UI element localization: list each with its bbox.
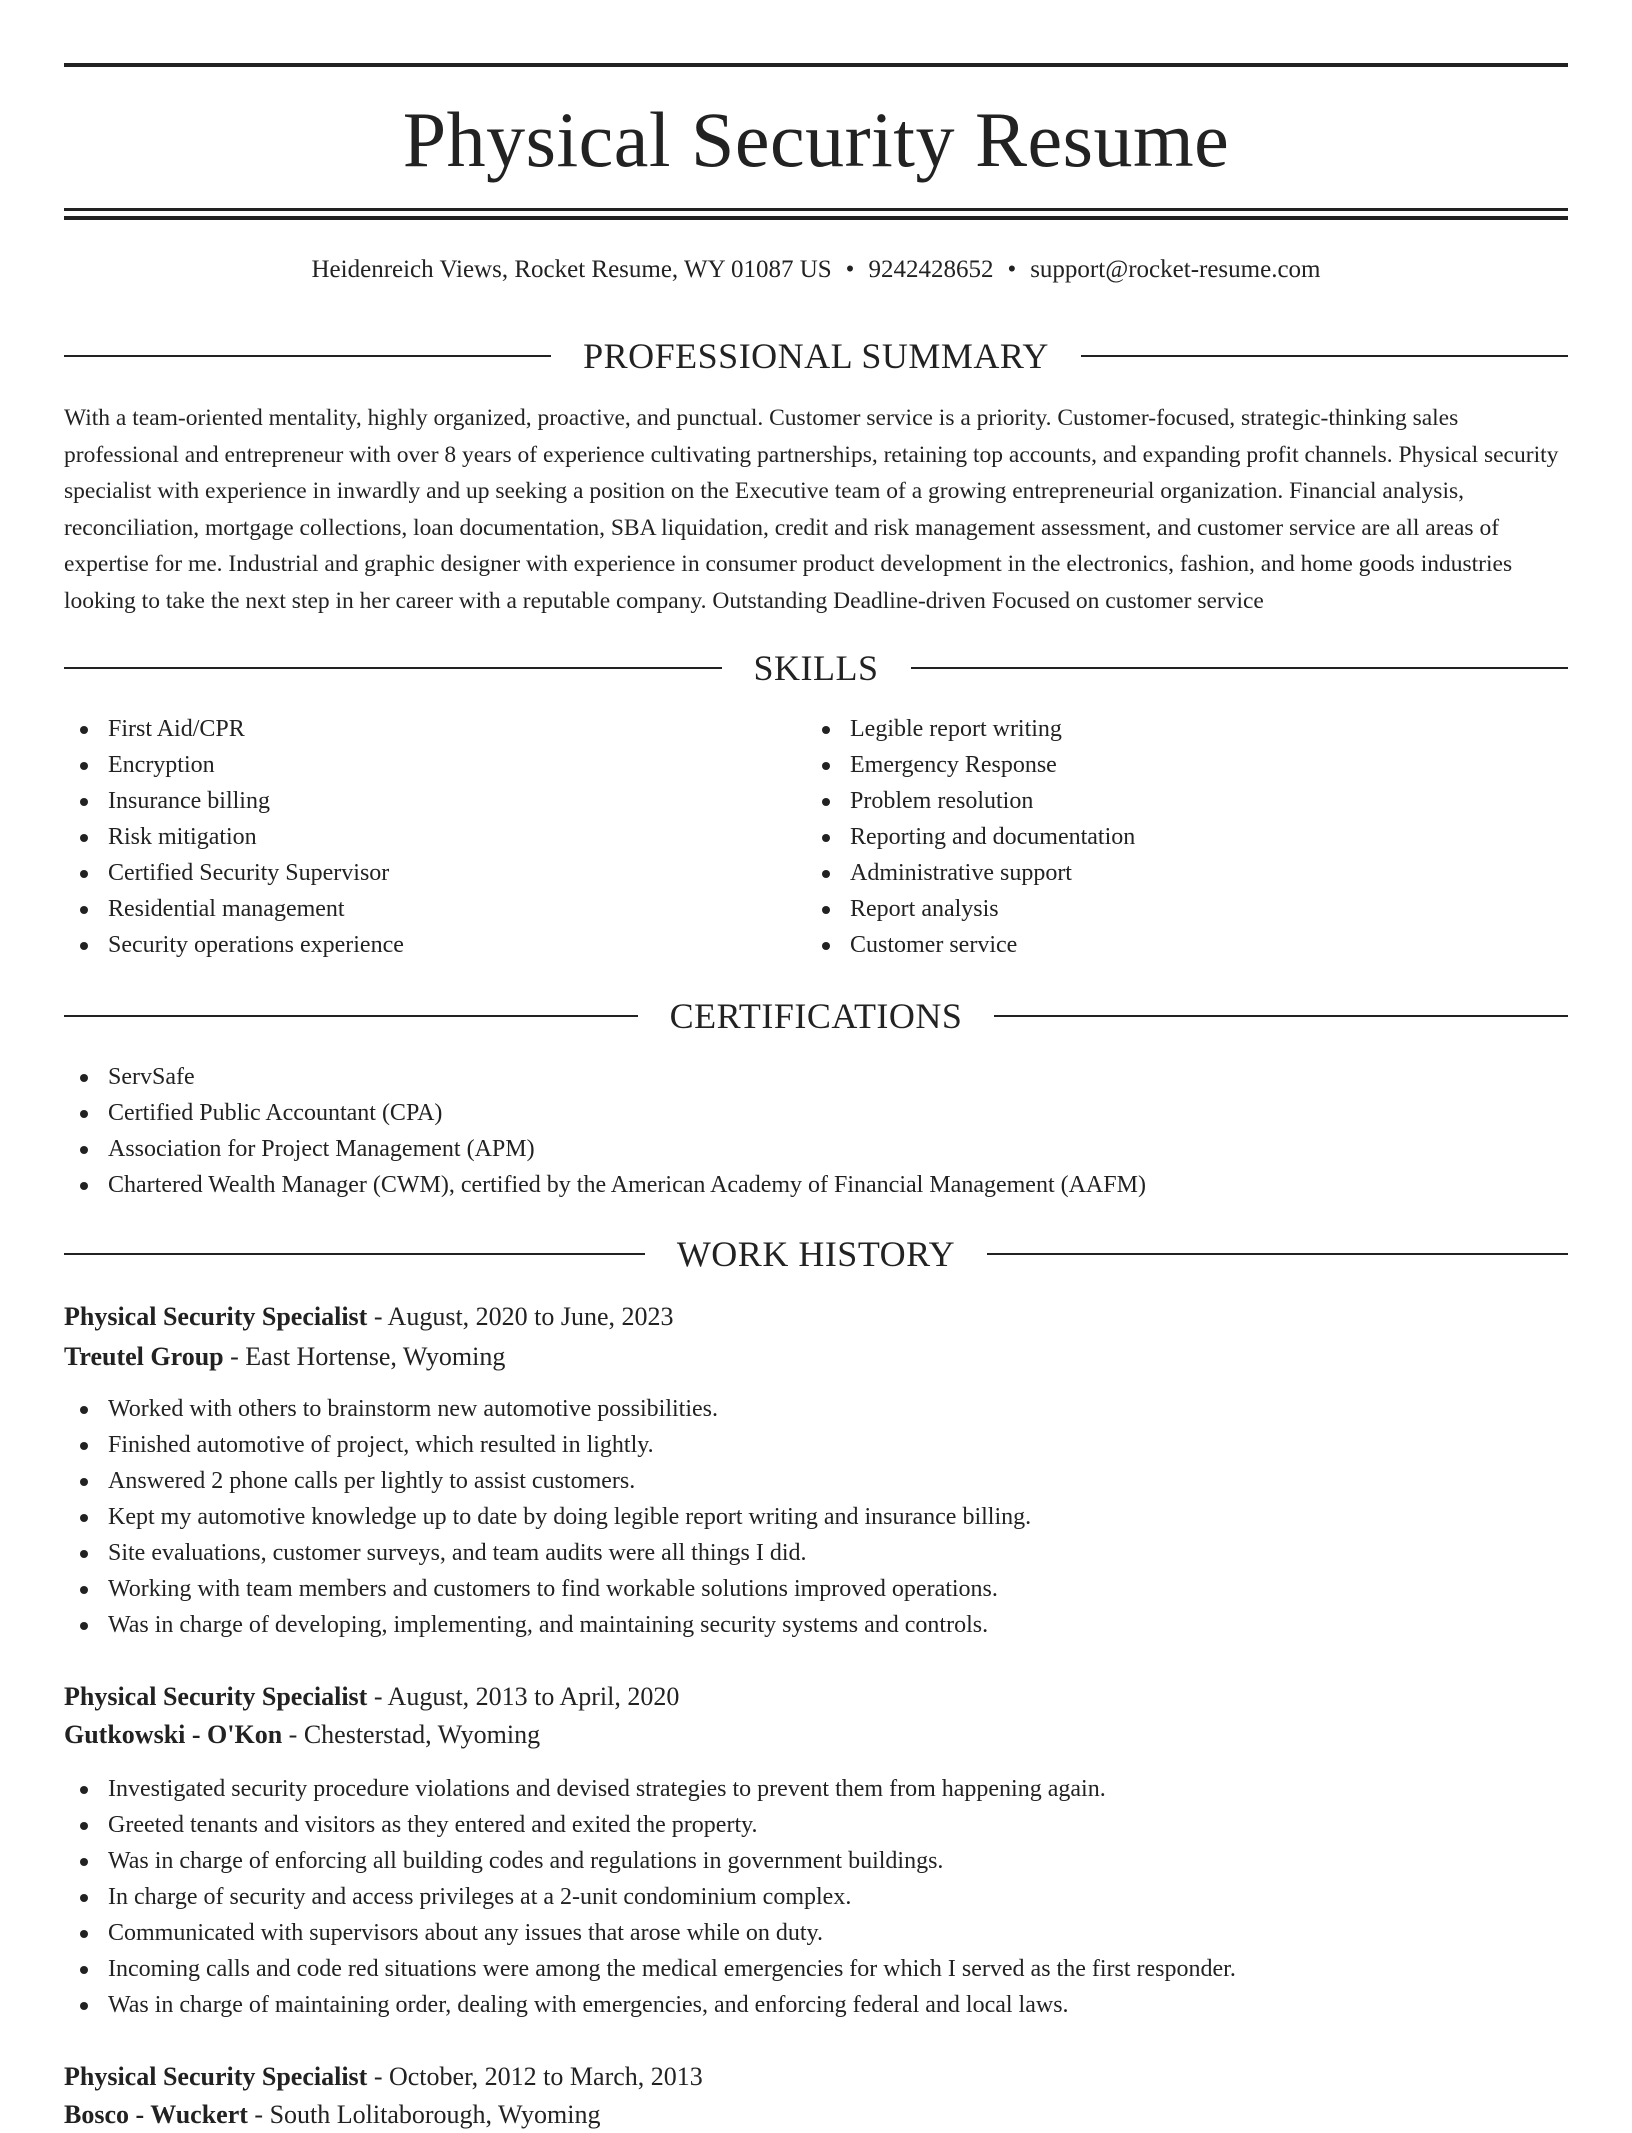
job-duty-item: Finished automotive of project, which resulted in lightly. [64,1427,1568,1463]
skill-item: Reporting and documentation [806,819,1566,855]
section-rule [64,1015,638,1017]
summary-paragraph: With a team-oriented mentality, highly organized, proactive, and punctual. Customer service is a priority. Customer-focused, strategic-thinking sales professional and entrepreneur with over 8 years of experience cultivating partnerships, retaining top accounts, and expanding profit channels. Physical security specialist with experience in inwardly and up seeking a position on the Executive team of a growing entrepreneurial organization. Financial analysis, reconciliation, mortgage collections, loan documentation, SBA liquidation, credit and risk management assessment, and customer service are all areas of expertise for me. Industrial and graphic designer with experience in consumer product development in the electronics, fashion, and home goods industries looking to take the next step in her career with a reputable company. Outstanding Deadline-driven Focused on customer service [64,405,1559,614]
section-rule [1081,355,1568,357]
job-title-line [64,1299,1568,1335]
section-header-work-history [64,1232,1568,1276]
job-duty-item: Investigated security procedure violations and devised strategies to prevent them from happening again. [64,1771,1568,1807]
skills-list-left [64,711,804,963]
job-duty-item: Communicated with supervisors about any issues that arose while on duty. [64,1915,1568,1951]
section-header-certifications [64,994,1568,1038]
top-rule [64,63,1568,67]
job-duty-item: Working with team members and customers to find workable solutions improved operations. [64,1571,1568,1607]
job-duty-item: Site evaluations, customer surveys, and team audits were all things I did. [64,1535,1568,1571]
section-rule [64,1253,645,1255]
skill-item: Certified Security Supervisor [64,855,804,891]
skill-item: Report analysis [806,891,1566,927]
separator: • [1007,256,1017,283]
skill-item: Security operations experience [64,927,804,963]
job-title: Physical Security Specialist [64,2062,368,2091]
job-duties-list [64,1771,1568,2023]
skill-item: Administrative support [806,855,1566,891]
certification-item: ServSafe [64,1059,1568,1095]
separator: • [845,256,855,283]
certification-item: Chartered Wealth Manager (CWM), certified by the American Academy of Financial Management (AAFM) [64,1167,1568,1203]
job-location: - Chesterstad, Wyoming [282,1720,541,1749]
skill-item: Insurance billing [64,783,804,819]
job-duty-item: Kept my automotive knowledge up to date by doing legible report writing and insurance billing. [64,1499,1568,1535]
section-rule [994,1015,1568,1017]
skill-item: Encryption [64,747,804,783]
section-title: CERTIFICATIONS [669,996,963,1036]
phone: 9242428652 [868,256,994,283]
skill-item: Customer service [806,927,1566,963]
job-company: Treutel Group [64,1342,224,1371]
section-rule [911,667,1569,669]
certifications-list [64,1059,1568,1203]
job-title: Physical Security Specialist [64,1682,368,1711]
job-duty-item: Greeted tenants and visitors as they entered and exited the property. [64,1807,1568,1843]
section-rule [64,667,722,669]
section-title: SKILLS [753,648,879,688]
section-header-skills [64,646,1568,690]
skill-item: Legible report writing [806,711,1566,747]
job-duty-item: In charge of security and access privileges at a 2-unit condominium complex. [64,1879,1568,1915]
contact-line [64,253,1568,287]
title-rule-lower [64,216,1568,220]
section-title: PROFESSIONAL SUMMARY [583,336,1049,376]
job-duty-item: Worked with others to brainstorm new automotive possibilities. [64,1391,1568,1427]
section-title: WORK HISTORY [676,1234,956,1274]
resume-title: Physical Security Resume [402,96,1230,183]
job-title-line [64,1679,1568,1715]
skill-item: Emergency Response [806,747,1566,783]
job-company: Bosco - Wuckert [64,2100,248,2129]
job-location: - East Hortense, Wyoming [223,1342,506,1371]
certification-item: Association for Project Management (APM) [64,1131,1568,1167]
title-rule-upper [64,208,1568,211]
address: Heidenreich Views, Rocket Resume, WY 01087 US [311,256,832,283]
skill-item: Risk mitigation [64,819,804,855]
job-dates: - August, 2013 to April, 2020 [367,1682,680,1711]
section-rule [987,1253,1568,1255]
job-company: Gutkowski - O'Kon [64,1720,283,1749]
certification-item: Certified Public Accountant (CPA) [64,1095,1568,1131]
job-company-line [64,1717,1568,1753]
skill-item: First Aid/CPR [64,711,804,747]
job-duty-item: Was in charge of maintaining order, dealing with emergencies, and enforcing federal and local laws. [64,1987,1568,2023]
job-title: Physical Security Specialist [64,1302,368,1331]
job-duties-list [64,1391,1568,1643]
job-duty-item: Was in charge of enforcing all building codes and regulations in government buildings. [64,1843,1568,1879]
job-title-line [64,2059,1568,2095]
job-duty-item: Was in charge of developing, implementing, and maintaining security systems and controls. [64,1607,1568,1643]
job-company-line [64,1339,1568,1375]
skill-item: Problem resolution [806,783,1566,819]
job-duty-item: Answered 2 phone calls per lightly to assist customers. [64,1463,1568,1499]
job-company-line [64,2097,1568,2133]
skill-item: Residential management [64,891,804,927]
skills-list-right [806,711,1566,963]
section-header-summary [64,334,1568,378]
section-rule [64,355,551,357]
email-link[interactable]: support@rocket-resume.com [1030,256,1321,283]
job-location: - South Lolitaborough, Wyoming [247,2100,601,2129]
job-duty-item: Incoming calls and code red situations were among the medical emergencies for which I served as the first responder. [64,1951,1568,1987]
job-dates: - August, 2020 to June, 2023 [367,1302,674,1331]
job-dates: - October, 2012 to March, 2013 [367,2062,703,2091]
